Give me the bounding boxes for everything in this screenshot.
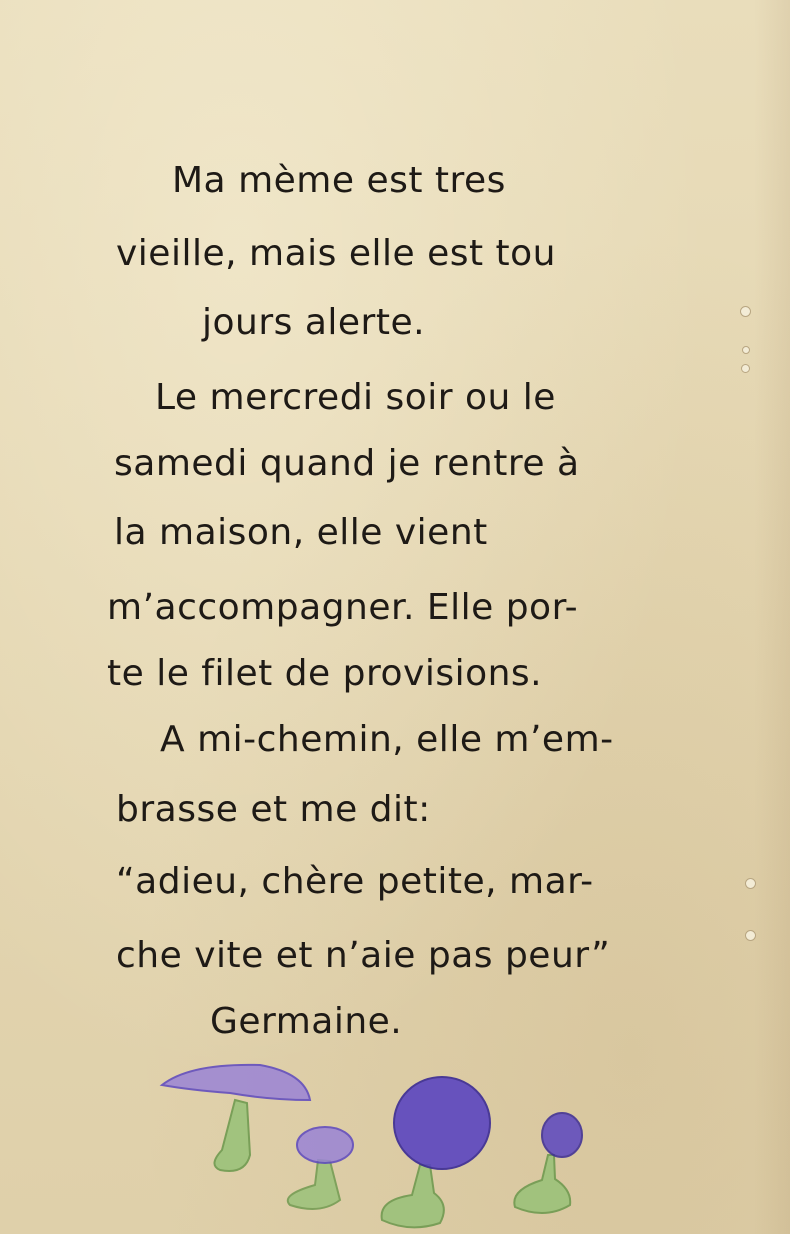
- mushroom-small-center-left: [288, 1127, 353, 1209]
- poem-line: brasse et me dit:: [116, 789, 431, 830]
- poem-line: jours alerte.: [202, 302, 426, 343]
- poem-line: te le filet de provisions.: [107, 653, 543, 694]
- mushroom-right: [514, 1113, 582, 1213]
- mushroom-large-round: [382, 1077, 490, 1227]
- poem-line: m’accompagner. Elle por-: [107, 587, 579, 628]
- signature-name: Germaine.: [210, 1001, 403, 1042]
- mushroom-left: [162, 1065, 310, 1171]
- poem-line: A mi-chemin, elle m’em-: [160, 719, 614, 760]
- poem-line: samedi quand je rentre à: [114, 443, 580, 484]
- poem-line: Ma mème est tres: [172, 160, 506, 201]
- poem-line: Le mercredi soir ou le: [155, 377, 556, 418]
- mushrooms-drawing: [150, 1055, 610, 1234]
- poem-line: vieille, mais elle est tou: [116, 233, 556, 274]
- poem-line: che vite et n’aie pas peur”: [116, 935, 611, 976]
- poem-line: la maison, elle vient: [114, 512, 488, 553]
- poem-line: “adieu, chère petite, mar-: [116, 861, 594, 902]
